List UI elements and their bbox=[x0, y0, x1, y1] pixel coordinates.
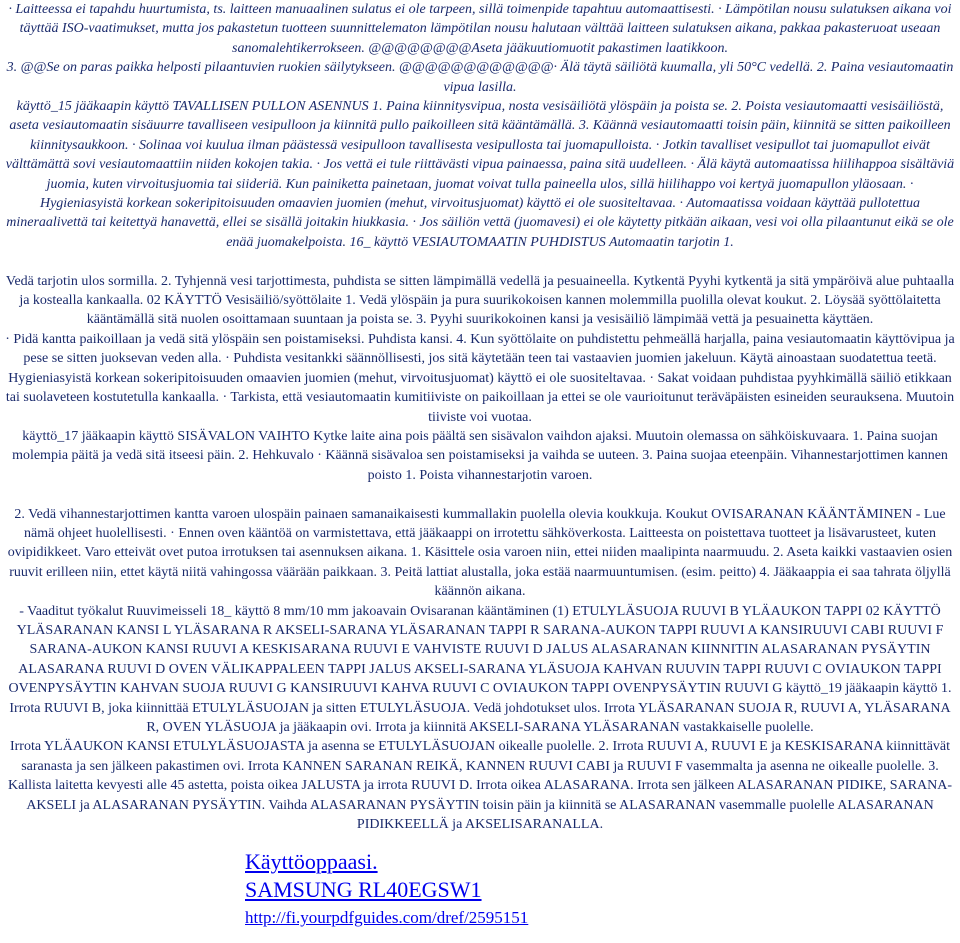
paragraph-cleaning-lid: · Pidä kantta paikoillaan ja vedä sitä ylöspäin sen poistamiseksi. Puhdista kansi. 4. Kun syöttölaite on puhdistettu pehmeällä harjalla, paina vesiautomaatin käyttövipua ja pese se sitten juoksevan veden alla. · Puhdista vesitankki säännöllisesti, jos sitä käytetään teen tai vastaavien juomien jakeluun. Käytä ainoastaan suodatettua teetä. Hygieniasyistä korkean sokeripitoisuuden omaavien juomien (mehut, virvoitusjuomat) käyttö ei ole suositeltavaa. · Sakat voidaan puhdistaa pyyhkimällä säiliö etikkaan tai suolaveteen kostutetulla kankaalla. · Tarkista, että vesiautomaatin kumitiiviste on paikoillaan ja ettei se ole vaurioitunut teräväpäisten esineiden seurauksena. Muutoin tiiviste voi vuotaa. bbox=[5, 331, 955, 425]
paragraph-light-change: käyttö_17 jääkaapin käyttö SISÄVALON VAIHTO Kytke laite aina pois päältä sen sisävalon vaihdon ajaksi. Muutoin olemassa on sähköiskuvaara. 1. Paina suojan molempia päitä ja vedä sitä itseesi päin. 2. Hehkuvalo · Käännä sisävaloa sen poistamiseksi ja vaihda se uuteen. 3. Paina suojaa eteenpäin. Vihannestarjottimen kannen poisto 1. Poista vihannestarjotin varoen. bbox=[12, 428, 948, 483]
document-page bbox=[4, 0, 956, 834]
spacer bbox=[4, 485, 956, 504]
paragraph-door-reversal: 2. Vedä vihannestarjottimen kantta varoen ulospäin painaen samanaikaisesti kummallakin puolella olevia koukkuja. Koukut OVISARANAN KÄÄNTÄMINEN - Lue nämä ohjeet huolellisesti. · Ennen oven kääntöä on varmistettava, että jääkaappi on irrotettu sähköverkosta. Laitteesta on poistettava tuotteet ja lisävarusteet, kuten ovipidikkeet. Varo etteivät ovet putoa irrotuksen tai asennuksen aikana. 1. Käsittele osia varoen niin, ettei niiden maalipinta naarmuudu. 2. Aseta kaikki vastaavien osien ruuvit erilleen niin, ettet käytä niitä vahingossa väärään paikkaan. 3. Peitä lattiat alustalla, joka estää naarmuuntumisen. (esim. peitto) 4. Jääkaappia ei saa tahrata öljyllä käännön aikana. bbox=[7, 506, 953, 600]
spacer bbox=[4, 252, 956, 271]
manual-link[interactable]: Käyttöoppaasi. bbox=[245, 849, 378, 874]
paragraph-bottle-install: käyttö_15 jääkaapin käyttö TAVALLISEN PULLON ASENNUS 1. Paina kiinnitysvipua, nosta vesisäiliötä ylöspäin ja poista se. 2. Poista vesiautomaatti vesisäiliöstä, aseta vesiautomaatin sisäuurre tavalliseen vesipulloon ja kiinnitä pullo paikoilleen sitä kääntämällä. 3. Käännä vesiautomaatti toisin päin, kiinnitä se sitten paikoilleen kiinnitysaukkoon. · Solinaa voi kuulua ilman päästessä vesipulloon tavallisesta vesipullosta tai juomapulloista. · Jotkin tavalliset vesipullot tai juomapullot eivät välttämättä sovi vesiautomaattiin niiden kokojen takia. · Jos vettä ei tule riittävästi vipua painaessa, paina sitä uudelleen. · Älä käytä automaatissa hiilihappoa sisältäviä juomia, kuten virvoitusjuomia tai siideriä. Kun painiketta painetaan, juomat voivat tulla paineella ulos, sillä hiilihappo voi kertyä juomapullon yläosaan. · Hygieniasyistä korkean sokeripitoisuuden omaavien juomien (mehut, virvoitusjuomat) käyttö ei ole suositeltavaa. · Automaatissa voidaan käyttää pullotettua mineraalivettä tai keitettyä hanavettä, ellei se sisällä joitakin hiukkasia. · Jos säiliön vettä (juomavesi) ei ole käytetty pitkään aikaan, vesi voi olla pilaantunut eikä se ole enää juomakelpoista. 16_ käyttö VESIAUTOMAATIN PUHDISTUS Automaatin tarjotin 1. bbox=[5, 99, 955, 250]
paragraph-cleaning-tray: Vedä tarjotin ulos sormilla. 2. Tyhjennä vesi tarjottimesta, puhdista se sitten lämpimällä vedellä ja pesuaineella. Kytkentä Pyyhi kytkentä ja sitä ympäröivä alue puhtaalla ja kostealla kankaalla. 02 KÄYTTÖ Vesisäiliö/syöttölaite 1. Vedä ylöspäin ja pura suurikokoisen kannen molemmilla puolilla olevat koukut. 2. Löysää syöttölaitetta kääntämällä sitä nuolen osoittamaan suuntaan ja poista se. 3. Pyyhi suurikokoinen kansi ja vesisäiliö lämpimää vettä ja pesuainetta käyttäen. bbox=[5, 273, 955, 328]
paragraph-tools-parts: - Vaaditut työkalut Ruuvimeisseli 18_ käyttö 8 mm/10 mm jakoavain Ovisaranan kääntäminen (1) ETULYLÄSUOJA RUUVI B YLÄAUKON TAPPI 02 KÄYTTÖ YLÄSARANAN KANSI L YLÄSARANA R AKSELI-SARANA YLÄSARANAN TAPPI R SARANA-AUKON TAPPI RUUVI A KANSIRUUVI CABI RUUVI F SARANA-AUKON KANSI RUUVI A KESKISARANA RUUVI E VAHVISTE RUUVI D JALUS ALASARANAN KIINNITIN ALASARANAN PYSÄYTIN ALASARANA RUUVI D OVEN VÄLIKAPPALEEN TAPPI JALUS AKSELI-SARANA YLÄSUOJA KAHVAN RUUVIN TAPPI RUUVI C OVIAUKON TAPPI OVENPYSÄYTIN KAHVAN SUOJA RUUVI G KANSIRUUVI KAHVA RUUVI C OVIAUKON TAPPI OVENPYSÄYTIN RUUVI G käyttö_19 jääkaapin käyttö 1. Irrota RUUVI B, joka kiinnittää ETULYLÄSUOJAN ja sitten ETULYLÄSUOJA. Vedä johdotukset ulos. Irrota YLÄSARANAN SUOJA R, RUUVI A, YLÄSARANA R, OVEN YLÄSUOJA ja jääkaapin ovi. Irrota ja kiinnitä AKSELI-SARANA YLÄSARANAN vastakkaiselle puolelle. bbox=[8, 603, 952, 735]
paragraph-defrost-info: · Laitteessa ei tapahdu huurtumista, ts. laitteen manuaalinen sulatus ei ole tarpeen, sillä toimenpide tapahtuu automaattisesti. · Lämpötilan nousu sulatuksen aikana voi täyttää ISO-vaatimukset, mutta jos pakastetun tuotteen suunnittelematon lämpötilan nousu halutaan välttää laitteen sulatuksen aikana, pakkaa pakasteruoat useaan sanomalehtikerrokseen. @@@@@@@@Aseta jääkuutiomuotit pakastimen laatikkoon. bbox=[8, 2, 952, 56]
guide-url-link[interactable]: http://fi.yourpdfguides.com/dref/2595151 bbox=[245, 908, 529, 927]
paragraph-storage-info: 3. @@Se on paras paikka helposti pilaantuvien ruokien säilytykseen. @@@@@@@@@@@@· Älä täytä säiliötä kuumalla, yli 50°C vedellä. 2. Paina vesiautomaatin vipua lasilla. bbox=[6, 60, 954, 95]
paragraph-hinge-steps: Irrota YLÄAUKON KANSI ETULYLÄSUOJASTA ja asenna se ETULYLÄSUOJAN oikealle puolelle. 2. Irrota RUUVI A, RUUVI E ja KESKISARANA kiinnittävät saranasta ja sen jälkeen pakastimen ovi. Irrota KANNEN SARANAN REIKÄ, KANNEN RUUVI CABI ja RUUVI F vasemmalta ja asenna ne oikealle puolelle. 3. Kallista laitetta kevyesti alle 45 astetta, poista oikea JALUSTA ja irrota RUUVI D. Irrota oikea ALASARANA. Irrota sen jälkeen ALASARANAN PIDIKE, SARANA-AKSELI ja ALASARANAN PYSÄYTIN. Vaihda ALASARANAN PYSÄYTIN toisin päin ja kiinnitä se ALASARANAN vasemmalle puolelle ALASARANAN PIDIKKEELLÄ ja AKSELISARANALLA. bbox=[7, 739, 953, 833]
footer-links bbox=[245, 848, 528, 930]
model-link[interactable]: SAMSUNG RL40EGSW1 bbox=[245, 877, 482, 902]
